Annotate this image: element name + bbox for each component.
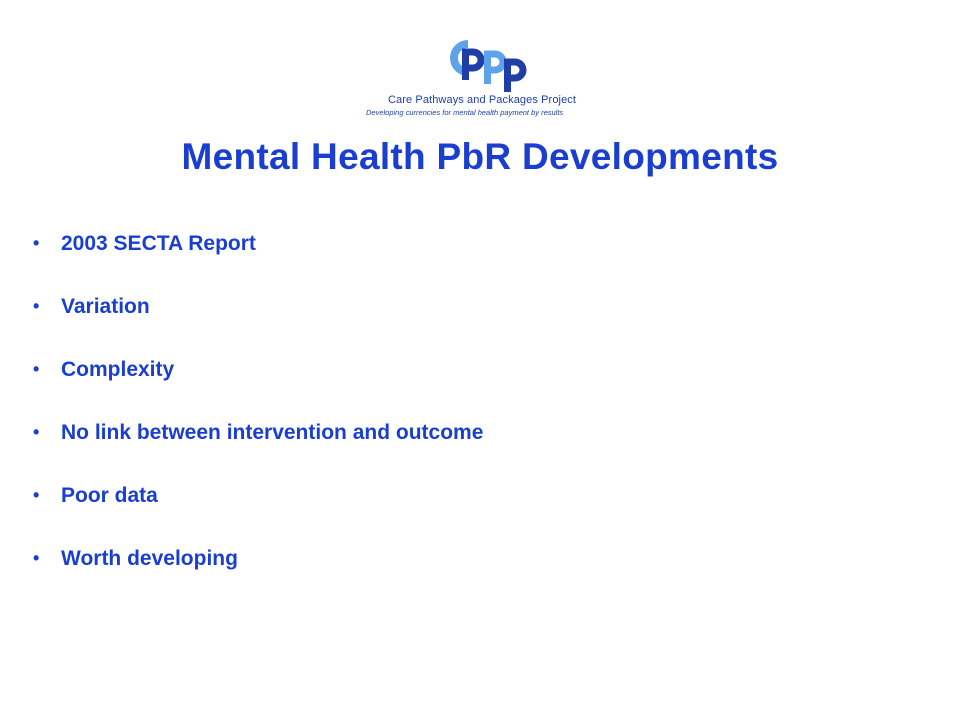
bullet-text: No link between intervention and outcome	[61, 421, 484, 444]
logo-tagline: Developing currencies for mental health payment by results	[366, 108, 564, 117]
bullet-text: Complexity	[61, 358, 175, 381]
logo-project-name: Care Pathways and Packages Project	[388, 94, 577, 106]
bullet-dot: •	[33, 422, 40, 442]
cppp-logo-mark	[440, 38, 530, 94]
bullet-text: 2003 SECTA Report	[61, 232, 256, 255]
slide-title: Mental Health PbR Developments	[181, 136, 779, 177]
bullet-dot: •	[33, 359, 40, 379]
cppp-logo	[360, 38, 600, 122]
bullet-text: Poor data	[61, 484, 158, 507]
bullet-text: Variation	[61, 295, 150, 318]
bullet-text: Worth developing	[61, 547, 238, 570]
bullet-dot: •	[33, 548, 40, 568]
bullet-dot: •	[33, 233, 40, 253]
bullet-dot: •	[33, 296, 40, 316]
bullet-dot: •	[33, 485, 40, 505]
